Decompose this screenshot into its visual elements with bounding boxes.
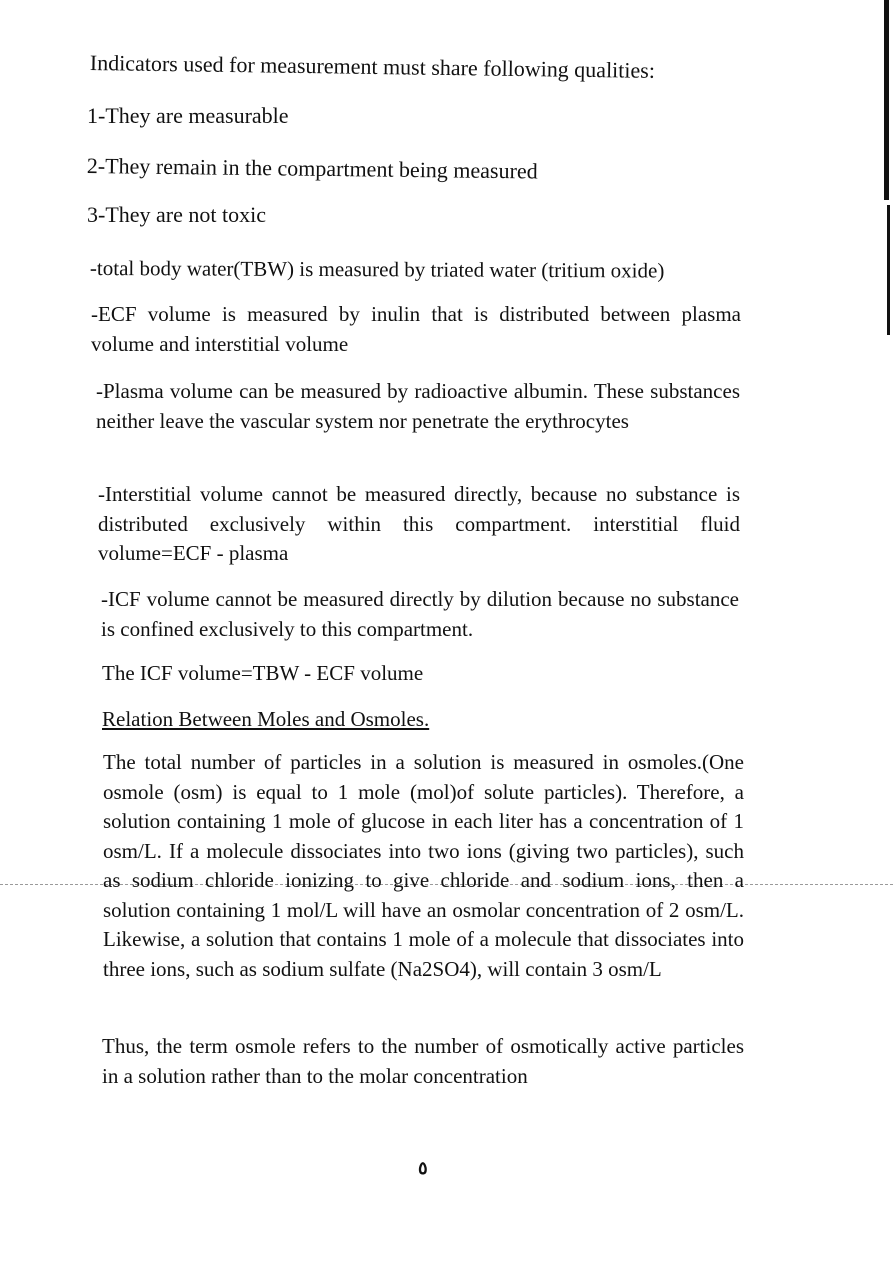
- quality-item: 1-They are measurable: [87, 103, 289, 128]
- intro-text: Indicators used for measurement must share following qualities:: [89, 50, 656, 83]
- plasma-note: [96, 377, 740, 436]
- osmoles-paragraph-text: The total number of particles in a solution is measured in osmoles.(One osmole (osm) is equal to 1 mole (mol)of solute particles). Therefore, a solution containing 1 mole of glucose in each liter has a concentration of 1 osm/L. If a molecule dissociates into two ions (giving two particles), such as sodium chloride ionizing to give chloride and sodium ions, then a solution containing 1 mol/L will have an osmolar concentration of 2 osm/L. Likewise, a solution that contains 1 mole of a molecule that dissociates into three ions, such as sodium sulfate (Na2SO4), will contain 3 osm/L: [103, 750, 744, 981]
- icf-note-text: -ICF volume cannot be measured directly by dilution because no substance is confined exclusively to this compartment.: [101, 587, 739, 641]
- scan-edge-mark: [884, 0, 889, 200]
- conclusion-text: Thus, the term osmole refers to the number of osmotically active particles in a solution rather than to the molar concentration: [102, 1034, 744, 1088]
- icf-note: [101, 585, 739, 644]
- plasma-note-text: -Plasma volume can be measured by radioactive albumin. These substances neither leave the vascular system nor penetrate the erythrocytes: [96, 379, 740, 433]
- section-title: Relation Between Moles and Osmoles.: [102, 707, 430, 731]
- scan-edge-mark: [887, 205, 890, 335]
- osmoles-paragraph: [103, 748, 744, 984]
- quality-item: 3-They are not toxic: [87, 202, 266, 227]
- quality-item: 2-They remain in the compartment being measured: [86, 153, 538, 184]
- interstitial-note: [98, 480, 740, 569]
- ecf-note: [91, 300, 741, 359]
- ecf-note-text: -ECF volume is measured by inulin that is distributed between plasma volume and interstitial volume: [91, 302, 741, 356]
- conclusion-paragraph: [102, 1032, 744, 1091]
- interstitial-note-text: -Interstitial volume cannot be measured directly, because no substance is distributed exclusively within this compartment. interstitial fluid volume=ECF - plasma: [98, 482, 740, 565]
- icf-formula: The ICF volume=TBW - ECF volume: [102, 661, 424, 685]
- page-number: ٥: [418, 1158, 428, 1178]
- tbw-note: -total body water(TBW) is measured by triated water (tritium oxide): [89, 256, 665, 283]
